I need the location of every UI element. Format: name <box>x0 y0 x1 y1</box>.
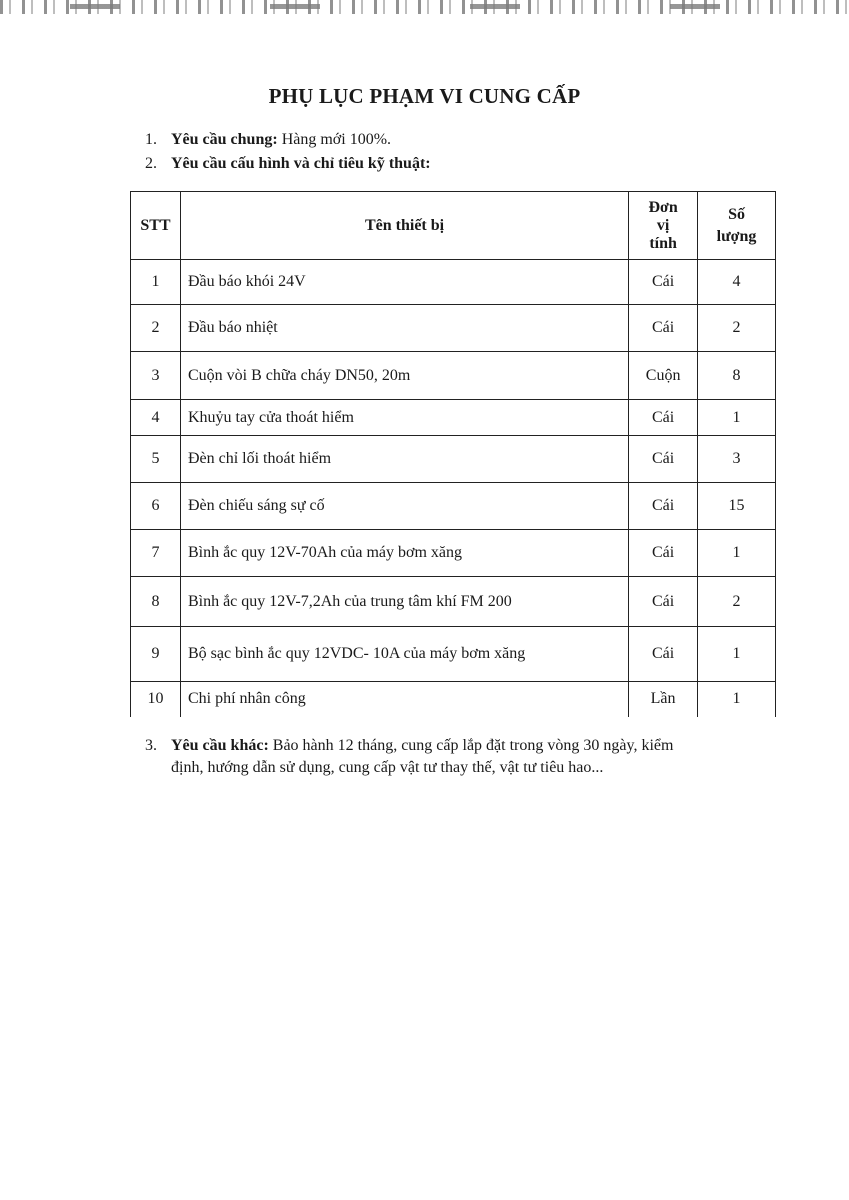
requirement-number: 2. <box>145 155 157 172</box>
header-unit-line: Đơn <box>648 198 678 216</box>
table-row <box>131 627 776 682</box>
requirement-number: 3. <box>145 737 157 754</box>
table-row <box>131 577 776 627</box>
cell-stt: 5 <box>131 436 181 483</box>
cell-name: Cuộn vòi B chữa cháy DN50, 20m <box>180 352 628 400</box>
table-row <box>131 352 776 400</box>
cell-stt: 4 <box>131 400 181 436</box>
scan-artifact-top <box>0 0 849 14</box>
cell-name: Đầu báo nhiệt <box>180 305 628 352</box>
cell-name: Bình ắc quy 12V-70Ah của máy bơm xăng <box>180 530 628 577</box>
table-row <box>131 400 776 436</box>
cell-name: Bình ắc quy 12V-7,2Ah của trung tâm khí FM 200 <box>180 577 628 627</box>
requirement-label: Yêu cầu chung: <box>171 131 278 148</box>
cell-name: Bộ sạc bình ắc quy 12VDC- 10A của máy bơm xăng <box>180 627 628 682</box>
cell-qty: 1 <box>698 627 776 682</box>
cell-unit: Cái <box>629 260 698 305</box>
cell-unit: Cái <box>629 400 698 436</box>
cell-unit: Cái <box>629 436 698 483</box>
requirement-other <box>145 735 780 779</box>
cell-stt: 8 <box>131 577 181 627</box>
cell-qty: 15 <box>698 483 776 530</box>
cell-qty: 2 <box>698 577 776 627</box>
cell-qty: 1 <box>698 530 776 577</box>
cell-qty: 1 <box>698 682 776 717</box>
cell-name: Chi phí nhân công <box>180 682 628 717</box>
header-stt: STT <box>131 192 181 260</box>
cell-name: Đèn chiếu sáng sự cố <box>180 483 628 530</box>
cell-unit: Cái <box>629 577 698 627</box>
header-unit <box>629 192 698 260</box>
cell-qty: 8 <box>698 352 776 400</box>
cell-stt: 2 <box>131 305 181 352</box>
header-qty <box>698 192 776 260</box>
table-row <box>131 305 776 352</box>
requirement-text-continued: định, hướng dẫn sử dụng, cung cấp vật tư thay thế, vật tư tiêu hao... <box>171 759 604 776</box>
cell-stt: 6 <box>131 483 181 530</box>
cell-unit: Cái <box>629 305 698 352</box>
table-row <box>131 530 776 577</box>
requirement-number: 1. <box>145 131 157 148</box>
cell-unit: Cái <box>629 627 698 682</box>
requirement-spec <box>145 155 431 173</box>
cell-name: Đầu báo khói 24V <box>180 260 628 305</box>
page-title: PHỤ LỤC PHẠM VI CUNG CẤP <box>268 84 581 108</box>
cell-qty: 3 <box>698 436 776 483</box>
table-row <box>131 682 776 717</box>
requirement-general <box>145 131 391 149</box>
cell-stt: 10 <box>131 682 181 717</box>
requirement-text: Bảo hành 12 tháng, cung cấp lắp đặt trong vòng 30 ngày, kiểm <box>268 737 674 754</box>
cell-qty: 4 <box>698 260 776 305</box>
cell-name: Đèn chỉ lối thoát hiểm <box>180 436 628 483</box>
header-qty-line: Số <box>728 205 745 223</box>
cell-unit: Cái <box>629 530 698 577</box>
header-name: Tên thiết bị <box>180 192 628 260</box>
header-unit-line: tính <box>649 234 677 252</box>
header-qty-line: lượng <box>716 227 757 245</box>
cell-qty: 2 <box>698 305 776 352</box>
table-row <box>131 260 776 305</box>
cell-qty: 1 <box>698 400 776 436</box>
table-row <box>131 436 776 483</box>
requirement-label: Yêu cầu cấu hình và chỉ tiêu kỹ thuật: <box>171 155 431 172</box>
table-row <box>131 483 776 530</box>
equipment-table <box>130 191 776 717</box>
cell-unit: Lần <box>629 682 698 717</box>
cell-stt: 7 <box>131 530 181 577</box>
cell-unit: Cái <box>629 483 698 530</box>
cell-stt: 9 <box>131 627 181 682</box>
header-unit-line: vị <box>656 216 670 234</box>
requirement-label: Yêu cầu khác: <box>171 737 269 754</box>
cell-stt: 1 <box>131 260 181 305</box>
cell-stt: 3 <box>131 352 181 400</box>
table-header-row <box>131 192 776 260</box>
cell-name: Khuỷu tay cửa thoát hiểm <box>180 400 628 436</box>
requirement-text: Hàng mới 100%. <box>277 131 392 148</box>
cell-unit: Cuộn <box>629 352 698 400</box>
